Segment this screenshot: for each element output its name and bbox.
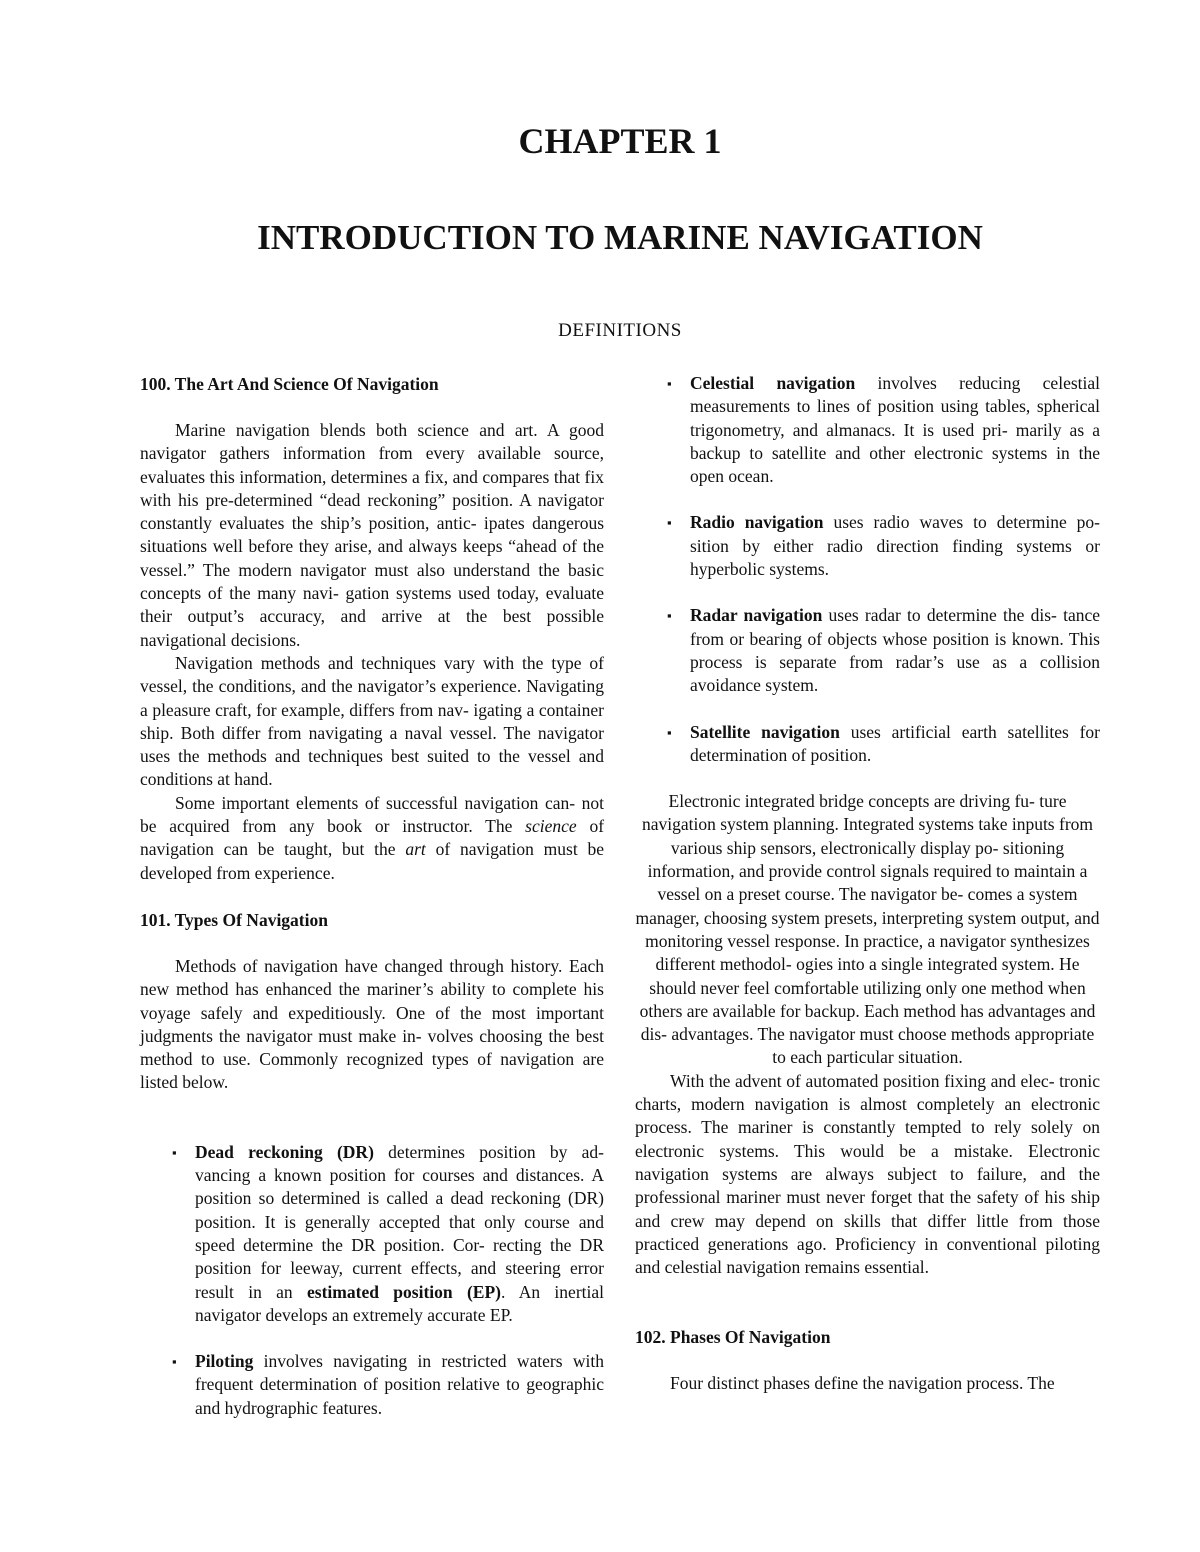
bullet-icon: ▪ (172, 1354, 177, 1370)
emphasis-science: science (525, 816, 577, 837)
heading-101: 101. Types Of Navigation (140, 909, 328, 930)
paragraph: Navigation methods and techniques vary with the type of vessel, the conditions, and the navigator’s experience. Navigating a pleasure craft, for example, differs from nav- igating a container ship. Both differ from navigating a naval vessel. The navigator uses the methods and techniques best suited to the vessel and conditions at hand. (140, 652, 604, 790)
list-item-celestial: ▪ Celestial navigation involves reducing celestial measurements to lines of position using tables, spherical trigonometry, and almanacs. It is used pri- marily as a backup to satellite and other electronic systems in the open ocean. (667, 373, 1100, 487)
list-item-satellite: ▪ Satellite navigation uses artificial earth satellites for determination of position. (667, 721, 1100, 765)
paragraph-advent: With the advent of automated position fixing and elec- tronic charts, modern navigation is almost completely an electronic process. The mariner is constantly tempted to rely solely on electronic systems. This would be a mistake. Electronic navigation systems are always subject to failure, and the professional mariner must never forget that the safety of his ship and crew may depend on skills that differ little from those practiced generations ago. Proficiency in conventional piloting and celestial navigation remains essential. (635, 1070, 1100, 1278)
emphasis-art: art (405, 839, 426, 860)
chapter-title: INTRODUCTION TO MARINE NAVIGATION (257, 218, 983, 257)
bullet-icon: ▪ (172, 1144, 177, 1160)
right-column (635, 372, 1100, 1396)
section-heading: DEFINITIONS (558, 320, 682, 341)
list-item-dead-reckoning: ▪ Dead reckoning (DR) determines position by ad- vancing a known position for courses and distances. A position so determined is called a dead reckoning (DR) position. It is generally accepted that only course and speed determine the DR position. Cor- recting the DR position for leeway, current effects, and steering error result in an estimated position (EP). An inertial navigator develops an extremely accurate EP. (172, 1141, 604, 1325)
paragraph: Methods of navigation have changed through history. Each new method has enhanced the mariner’s ability to complete his voyage safely and expeditiously. One of the most important judgments the navigator must make in- volves choosing the best method to use. Commonly recognized types of navigation are listed below. (140, 955, 604, 1093)
bullet-icon: ▪ (667, 515, 672, 531)
navigation-types-list-continued (635, 372, 1100, 767)
list-item-radar: ▪ Radar navigation uses radar to determine the dis- tance from or bearing of objects whose position is known. This process is separate from radar’s use as a collision avoidance system. (667, 605, 1101, 696)
paragraph-integrated-bridge: Electronic integrated bridge concepts are driving fu- ture navigation system planning. Integrated systems take inputs from various ship sensors, electronically display po- sitioning information, and provide control signals required to maintain a vessel on a preset course. The navigator be- comes a system manager, choosing system presets, interpreting system output, and monitoring vessel response. In practice, a navigator synthesizes different methodol- ogies into a single integrated system. He should never feel comfortable utilizing only one method when others are available for backup. Each method has advantages and dis- advantages. The navigator must choose methods appropriate to each particular situation. (635, 791, 1100, 1068)
bullet-icon: ▪ (667, 376, 672, 391)
list-item-radio: ▪ Radio navigation uses radio waves to determine po- sition by either radio direction finding systems or hyperbolic systems. (667, 512, 1101, 580)
left-column (140, 372, 604, 1443)
bullet-icon: ▪ (667, 608, 672, 624)
paragraph: Some important elements of successful navigation can- not be acquired from any book or instructor. The science of navigation can be taught, but the art of navigation must be developed from experience. (140, 792, 605, 883)
paragraph: Marine navigation blends both science and art. A good navigator gathers information from every available source, evaluates this information, determines a fix, and compares that fix with his pre-determined “dead reckoning” position. A navigator constantly evaluates the ship’s position, antic- ipates dangerous situations well before they arise, and always keeps “ahead of the vessel.” The modern navigator must also understand the basic concepts of the many navi- gation systems used today, evaluate their output’s accuracy, and arrive at the best possible navigational decisions. (140, 420, 604, 650)
navigation-types-list (140, 1141, 604, 1420)
list-item-piloting: ▪ Piloting involves navigating in restricted waters with frequent determination of position relative to geographic and hydrographic features. (172, 1351, 604, 1418)
paragraph: Four distinct phases define the navigation process. The (670, 1373, 1055, 1394)
heading-100: 100. The Art And Science Of Navigation (140, 374, 439, 394)
heading-102: 102. Phases Of Navigation (635, 1327, 831, 1348)
bullet-icon: ▪ (667, 724, 672, 740)
chapter-number: CHAPTER 1 (518, 121, 722, 161)
